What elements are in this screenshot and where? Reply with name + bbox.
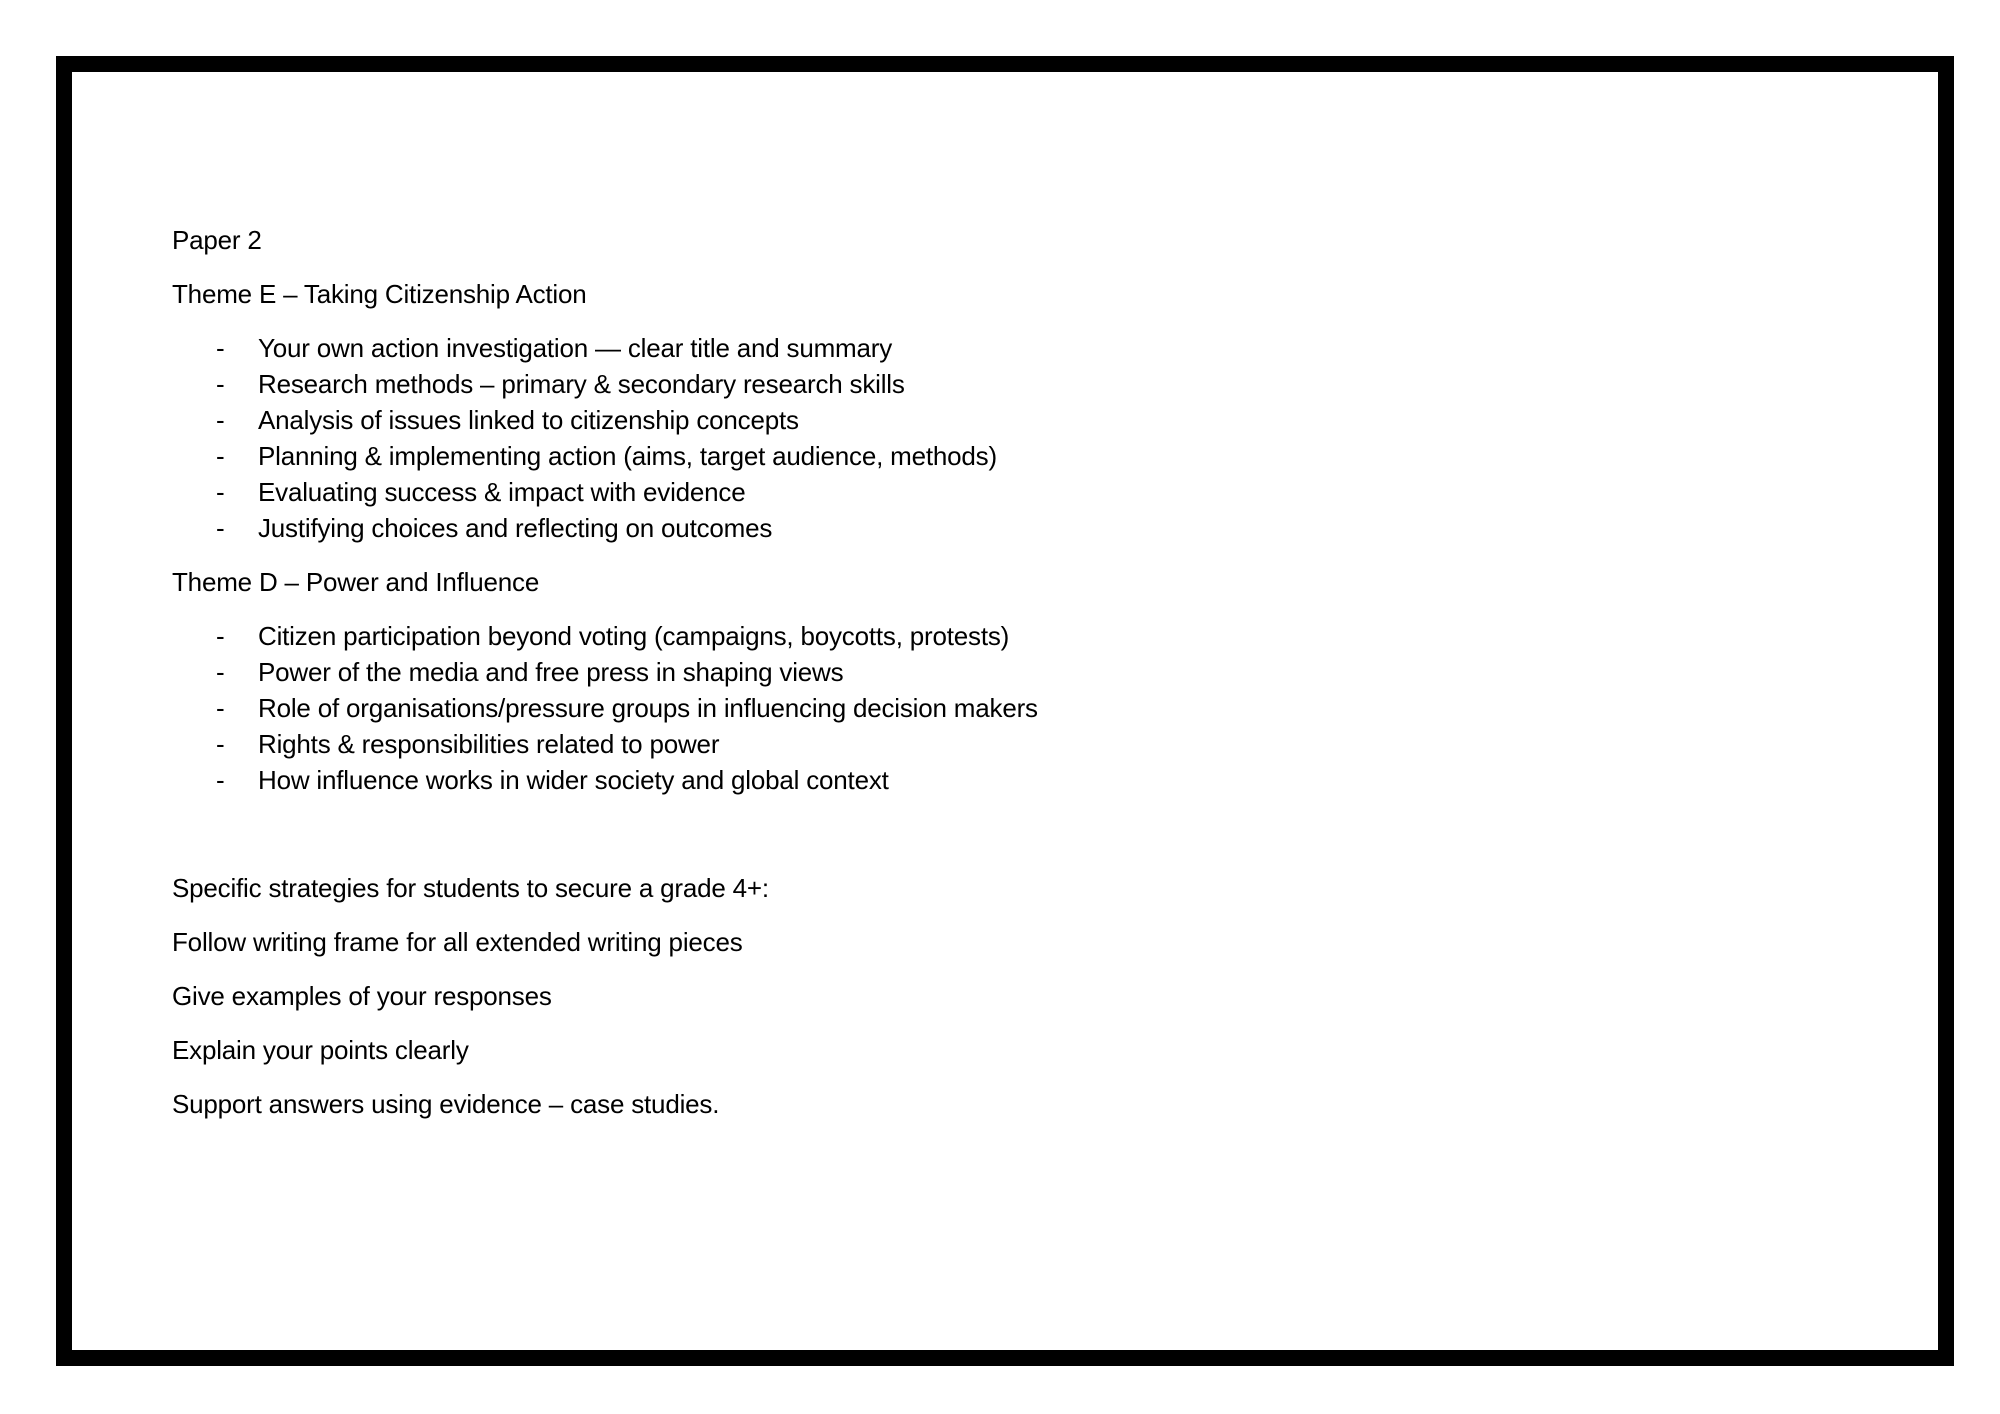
strategy-item: Give examples of your responses [172, 981, 552, 1011]
list-item [172, 474, 1772, 510]
spacer [172, 816, 1772, 870]
list-item-text: Analysis of issues linked to citizenship concepts [258, 405, 799, 435]
paper-title: Paper 2 [172, 225, 262, 255]
dash-marker: - [216, 405, 225, 435]
list-item-text: How influence works in wider society and global context [258, 765, 889, 795]
list-item-text: Planning & implementing action (aims, target audience, methods) [258, 441, 997, 471]
list-item [172, 402, 1772, 438]
dash-marker: - [216, 369, 225, 399]
list-item-text: Justifying choices and reflecting on outcomes [258, 513, 773, 543]
dash-marker: - [216, 765, 225, 795]
list-item-text: Rights & responsibilities related to power [258, 729, 720, 759]
dash-marker: - [216, 441, 225, 471]
dash-marker: - [216, 513, 225, 543]
list-item [172, 654, 1772, 690]
list-item-text: Evaluating success & impact with evidence [258, 477, 746, 507]
strategy-item: Support answers using evidence – case studies. [172, 1089, 720, 1119]
list-item-text: Power of the media and free press in shaping views [258, 657, 844, 687]
document-body [172, 222, 1772, 1140]
list-item-text: Citizen participation beyond voting (campaigns, boycotts, protests) [258, 621, 1010, 651]
dash-marker: - [216, 657, 225, 687]
strategies-heading: Specific strategies for students to secure a grade 4+: [172, 873, 769, 903]
dash-marker: - [216, 693, 225, 723]
section-heading-theme-e: Theme E – Taking Citizenship Action [172, 279, 587, 309]
list-item [172, 366, 1772, 402]
theme-d-list [172, 618, 1772, 798]
strategy-item: Follow writing frame for all extended writing pieces [172, 927, 743, 957]
dash-marker: - [216, 729, 225, 759]
theme-e-list [172, 330, 1772, 546]
dash-marker: - [216, 477, 225, 507]
list-item-text: Research methods – primary & secondary research skills [258, 369, 905, 399]
list-item [172, 330, 1772, 366]
dash-marker: - [216, 621, 225, 651]
section-heading-theme-d: Theme D – Power and Influence [172, 567, 540, 597]
list-item [172, 510, 1772, 546]
list-item [172, 618, 1772, 654]
list-item-text: Role of organisations/pressure groups in influencing decision makers [258, 693, 1038, 723]
dash-marker: - [216, 333, 225, 363]
list-item [172, 762, 1772, 798]
list-item [172, 438, 1772, 474]
list-item-text: Your own action investigation — clear title and summary [258, 333, 893, 363]
list-item [172, 690, 1772, 726]
list-item [172, 726, 1772, 762]
strategy-item: Explain your points clearly [172, 1035, 469, 1065]
